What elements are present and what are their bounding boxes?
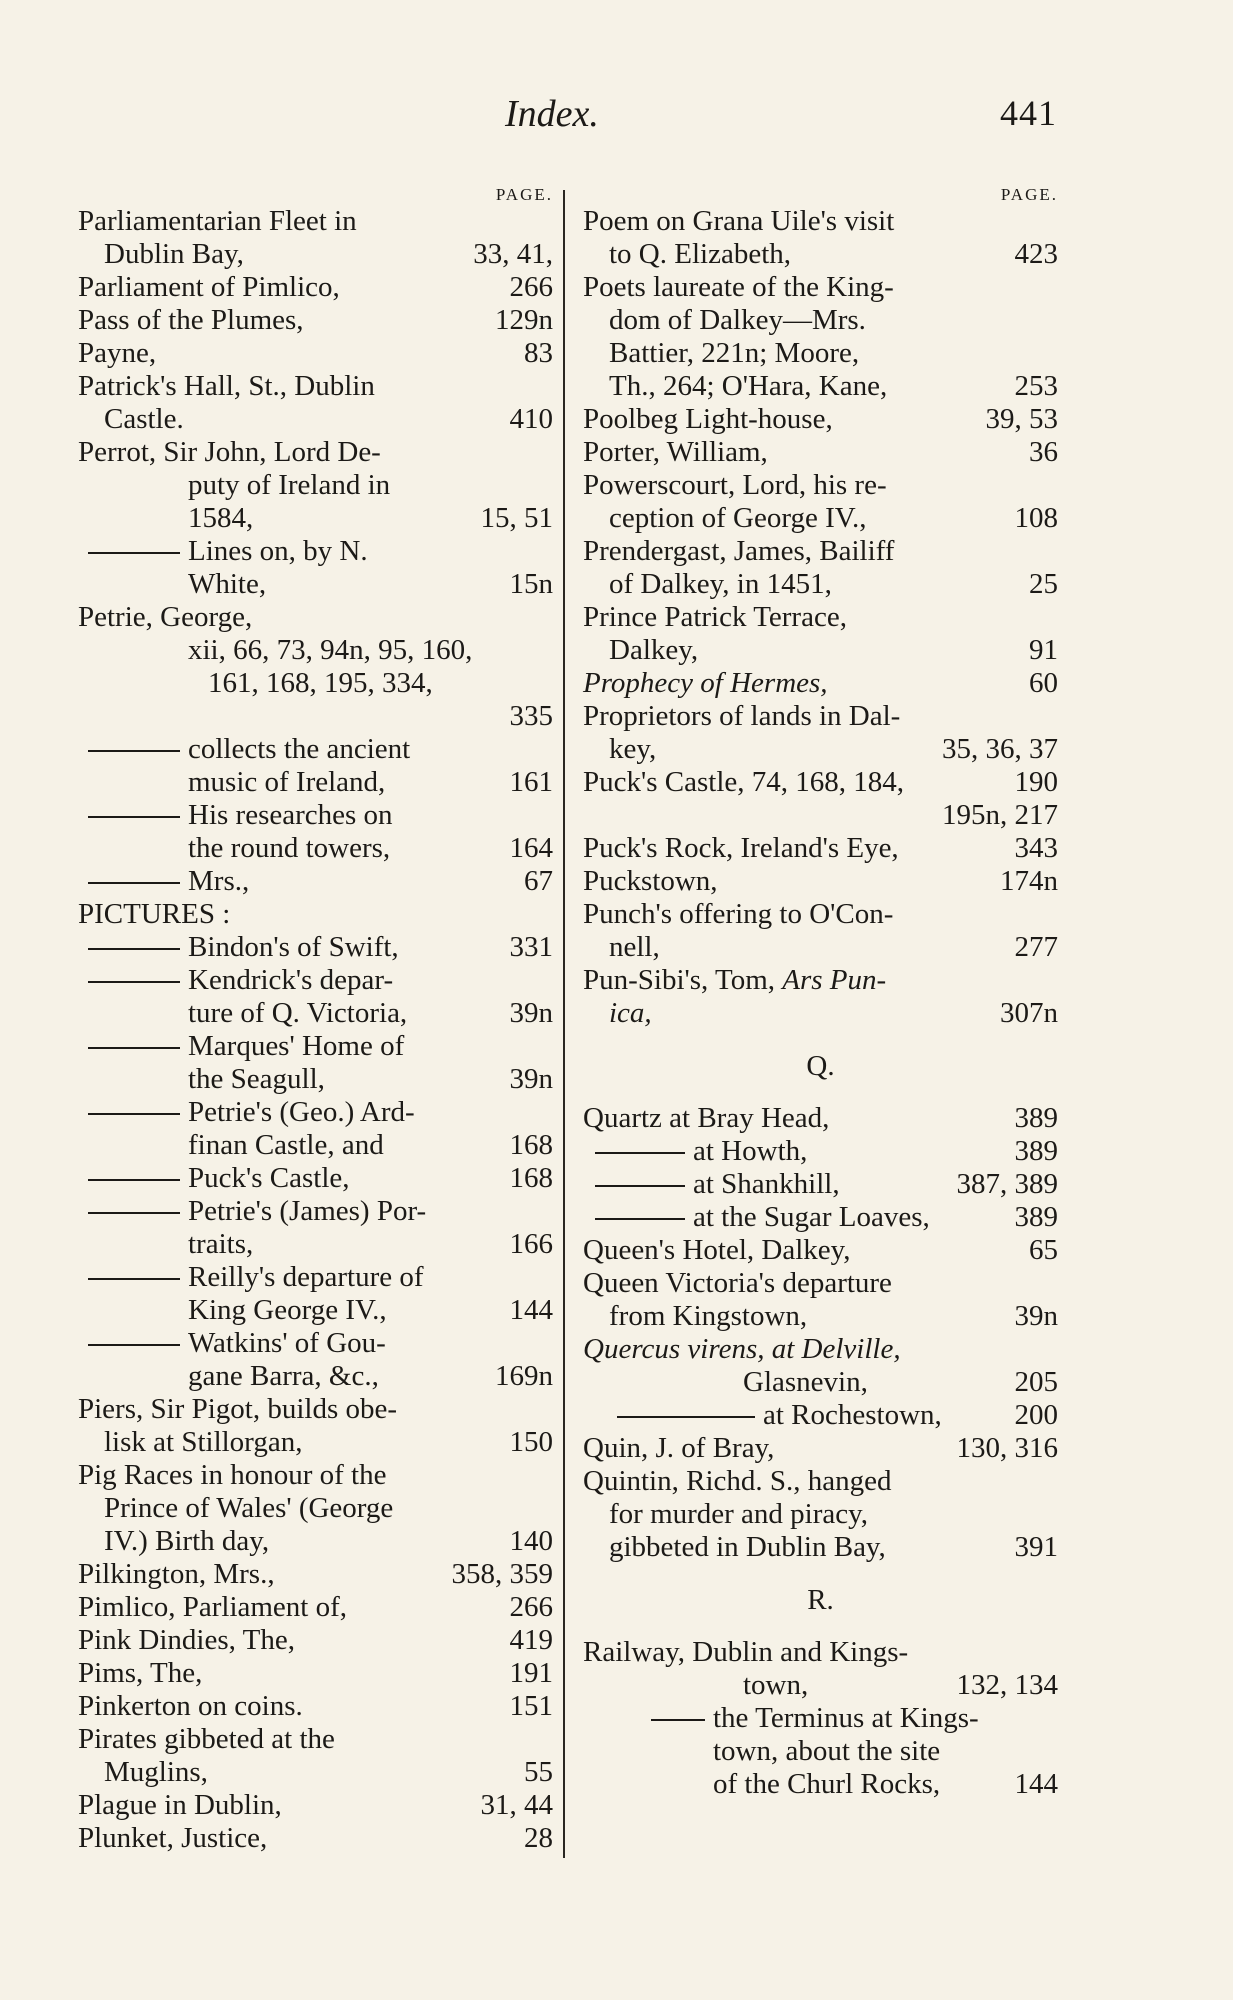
page-reference: 358, 359 [451,1558,553,1590]
index-entry [78,304,553,337]
entry-text: Queen Victoria's departure [583,1267,892,1299]
page-reference: 391 [1014,1531,1058,1563]
page-reference: 150 [509,1426,553,1458]
index-entry [78,1591,553,1624]
index-entry [583,1768,1058,1801]
page-reference: 15n [509,568,553,600]
index-entry [583,1234,1058,1267]
index-entry [583,1267,1058,1300]
page-reference: 15, 51 [480,502,553,534]
index-column-left [78,185,553,1855]
entry-text: Powerscourt, Lord, his re- [583,469,887,501]
index-entry [583,766,1058,799]
index-entry [583,1432,1058,1465]
index-entry [583,733,1058,766]
index-entry [78,238,553,271]
index-entry [583,898,1058,931]
entry-text: gane Barra, &c., [188,1360,379,1392]
index-entry [78,1063,553,1096]
index-entry [583,436,1058,469]
index-entry [78,1129,553,1162]
entry-text: to Q. Elizabeth, [609,238,792,270]
index-entry [583,964,1058,997]
ditto-dash [595,1185,685,1187]
index-entry [78,1426,553,1459]
index-entry [78,601,553,634]
entry-text: Pims, The, [78,1657,203,1689]
entry-text: Quintin, Richd. S., hanged [583,1465,892,1497]
entry-text: nell, [609,931,660,963]
index-entry [583,568,1058,601]
entry-text: Glasnevin, [743,1366,868,1398]
index-entry [78,964,553,997]
index-entry [583,1366,1058,1399]
entry-text: Lines on, by N. [188,535,368,567]
entry-text: at Howth, [693,1135,808,1167]
ditto-dash [88,948,180,950]
index-entry [583,865,1058,898]
entry-text: dom of Dalkey—Mrs. [609,304,866,336]
entry-text: Punch's offering to O'Con- [583,898,894,930]
page-reference: 55 [524,1756,553,1788]
index-entry [78,1822,553,1855]
page-reference: 144 [1014,1768,1058,1800]
ditto-dash [88,981,180,983]
entry-text: Th., 264; O'Hara, Kane, [609,370,888,402]
entry-text: at Shankhill, [693,1168,840,1200]
entry-text: Kendrick's depar- [188,964,394,996]
page-reference: 83 [524,337,553,369]
page-reference: 28 [524,1822,553,1854]
page-column-label: PAGE. [1000,185,1058,204]
entry-text: Poem on Grana Uile's visit [583,205,895,237]
running-header [0,92,1233,142]
index-entry [583,931,1058,964]
index-entry [78,733,553,766]
index-entry [78,1327,553,1360]
index-entry [583,1465,1058,1498]
page-reference: 39n [1014,1300,1058,1332]
ditto-dash [595,1152,685,1154]
page-reference: 25 [1029,568,1058,600]
page-reference: 39n [509,997,553,1029]
index-entry [583,832,1058,865]
entry-text: His researches on [188,799,393,831]
index-entry [78,1228,553,1261]
entry-text: Quartz at Bray Head, [583,1102,830,1134]
index-entry [78,865,553,898]
page-reference: 161 [509,766,553,798]
page-reference: 266 [509,1591,553,1623]
entry-text: Dublin Bay, [104,238,244,270]
ditto-dash [88,1179,180,1181]
index-entry [583,403,1058,436]
index-entry [583,1702,1058,1735]
page-reference: 91 [1029,634,1058,666]
index-entry [583,205,1058,238]
page-reference: 140 [509,1525,553,1557]
page-reference: 33, 41, [473,238,553,270]
index-entry [78,370,553,403]
entry-text: Pilkington, Mrs., [78,1558,275,1590]
ditto-dash [617,1416,755,1418]
index-entry [583,997,1058,1030]
index-entry [78,271,553,304]
page-reference: 132, 134 [956,1669,1058,1701]
index-entry [583,667,1058,700]
entry-text: music of Ireland, [188,766,386,798]
entry-text: collects the ancient [188,733,411,765]
entry-text: Poolbeg Light-house, [583,403,833,435]
index-entry [78,1459,553,1492]
page-reference: 410 [509,403,553,435]
index-entry [78,766,553,799]
index-entry [583,1135,1058,1168]
index-entry [583,1531,1058,1564]
entry-text: Puckstown, [583,865,718,897]
entry-text: 161, 168, 195, 334, [208,667,433,699]
entry-text: Payne, [78,337,157,369]
entry-text: Puck's Castle, 74, 168, 184, [583,766,904,798]
index-entry [78,403,553,436]
entry-text: Quercus virens, at Delville, [583,1333,901,1365]
page-reference: 200 [1014,1399,1058,1431]
entry-text: Plunket, Justice, [78,1822,268,1854]
page-reference: 389 [1014,1201,1058,1233]
index-entry [78,1789,553,1822]
entry-text: ica, [609,997,652,1029]
page-reference: 266 [509,271,553,303]
index-entry [583,370,1058,403]
entry-text: Puck's Rock, Ireland's Eye, [583,832,899,864]
ditto-dash [88,1344,180,1346]
page-reference: 191 [509,1657,553,1689]
page-reference: 168 [509,1129,553,1161]
ditto-dash [88,1212,180,1214]
ditto-dash [88,1113,180,1115]
entry-text: Pirates gibbeted at the [78,1723,335,1755]
entry-text: Mrs., [188,865,250,897]
index-entry [583,799,1058,832]
entry-text: Railway, Dublin and Kings- [583,1636,909,1668]
index-entry [78,502,553,535]
index-entry [583,535,1058,568]
page-number: 441 [1000,93,1057,133]
entry-text: Pun-Sibi's, Tom, Ars Pun- [583,964,887,996]
entry-text: Prophecy of Hermes, [583,667,828,699]
index-entry [583,469,1058,502]
entry-text: puty of Ireland in [188,469,391,501]
page-reference: 389 [1014,1102,1058,1134]
entry-text: the Seagull, [188,1063,325,1095]
index-entry [78,436,553,469]
entry-text: Parliamentarian Fleet in [78,205,357,237]
ditto-dash [88,816,180,818]
page-reference: 253 [1014,370,1058,402]
page-reference: 423 [1014,238,1058,270]
index-entry [583,337,1058,370]
index-entry [78,1294,553,1327]
entry-text: Pass of the Plumes, [78,304,304,336]
entry-text: Prince Patrick Terrace, [583,601,847,633]
entry-text: the Terminus at Kings- [713,1702,979,1734]
index-entry [583,502,1058,535]
entry-text: 1584, [188,502,254,534]
ditto-dash [88,1278,180,1280]
index-entry [583,271,1058,304]
entry-text: Marques' Home of [188,1030,405,1062]
index-entry [583,1636,1058,1669]
index-entry [78,1162,553,1195]
page-reference: 387, 389 [956,1168,1058,1200]
page-reference: 164 [509,832,553,864]
page-reference: 36 [1029,436,1058,468]
page-reference: 190 [1014,766,1058,798]
index-entry [583,1168,1058,1201]
entry-text: ception of George IV., [609,502,867,534]
index-entry [78,1195,553,1228]
entry-text: of Dalkey, in 1451, [609,568,832,600]
index-entry [583,1201,1058,1234]
entry-text: Proprietors of lands in Dal- [583,700,901,732]
entry-text: of the Churl Rocks, [713,1768,941,1800]
entry-text: key, [609,733,657,765]
index-entry [78,1393,553,1426]
page-reference: 195n, 217 [942,799,1058,831]
index-entry [583,304,1058,337]
entry-text-continued: at Delville, [771,1333,901,1365]
entry-text: the round towers, [188,832,391,864]
index-entry [583,700,1058,733]
index-entry [78,1723,553,1756]
page-reference: 65 [1029,1234,1058,1266]
index-entry [78,337,553,370]
entry-text: xii, 66, 73, 94n, 95, 160, [188,634,473,666]
ditto-dash [651,1719,705,1721]
entry-text: Pink Dindies, The, [78,1624,295,1656]
entry-text: lisk at Stillorgan, [104,1426,303,1458]
entry-text: for murder and piracy, [609,1498,869,1530]
entry-text: Pinkerton on coins. [78,1690,303,1722]
entry-text: Dalkey, [609,634,699,666]
index-entry [78,1657,553,1690]
index-entry [78,700,553,733]
index-entry [583,238,1058,271]
page-reference: 31, 44 [480,1789,553,1821]
index-entry [78,799,553,832]
entry-text: Plague in Dublin, [78,1789,282,1821]
index-entry [78,1525,553,1558]
entry-text: Porter, William, [583,436,768,468]
page-title: Index. [505,93,599,135]
index-entry [78,898,553,931]
index-entry [583,601,1058,634]
index-entry [583,1102,1058,1135]
index-entry [78,931,553,964]
entry-text: PICTURES : [78,898,231,930]
page-reference: 335 [509,700,553,732]
entry-text: gibbeted in Dublin Bay, [609,1531,886,1563]
entry-text: at the Sugar Loaves, [693,1201,930,1233]
entry-text: Quin, J. of Bray, [583,1432,775,1464]
page-reference: 205 [1014,1366,1058,1398]
entry-text: Muglins, [104,1756,208,1788]
page-reference: 151 [509,1690,553,1722]
page-reference: 60 [1029,667,1058,699]
entry-text: Watkins' of Gou- [188,1327,386,1359]
page-reference: 130, 316 [956,1432,1058,1464]
index-entry [583,1735,1058,1768]
page-reference: 35, 36, 37 [942,733,1058,765]
index-entry [78,1690,553,1723]
entry-text: Puck's Castle, [188,1162,350,1194]
page-reference: 39n [509,1063,553,1095]
index-entry [78,832,553,865]
entry-text: Bindon's of Swift, [188,931,399,963]
index-column-right [583,185,1058,1801]
index-entry [78,1360,553,1393]
entry-text: Parliament of Pimlico, [78,271,340,303]
entry-text: town, [743,1669,809,1701]
index-entry [583,1300,1058,1333]
entry-text: traits, [188,1228,254,1260]
entry-text: Petrie's (Geo.) Ard- [188,1096,415,1128]
entry-text: Perrot, Sir John, Lord De- [78,436,381,468]
index-entry [78,205,553,238]
entry-text: Poets laureate of the King- [583,271,894,303]
entry-text: ture of Q. Victoria, [188,997,408,1029]
page-reference: 108 [1014,502,1058,534]
entry-text: at Rochestown, [763,1399,942,1431]
entry-text: Castle. [104,403,184,435]
page-reference: 67 [524,865,553,897]
entry-text: Prince of Wales' (George [104,1492,394,1524]
index-entry [583,1498,1058,1531]
ditto-dash [88,750,180,752]
index-entry [78,1558,553,1591]
entry-text: Prendergast, James, Bailiff [583,535,895,567]
index-entry [583,634,1058,667]
page-reference: 277 [1014,931,1058,963]
page-reference: 389 [1014,1135,1058,1167]
page-reference: 307n [1000,997,1058,1029]
entry-text: Patrick's Hall, St., Dublin [78,370,375,402]
entry-text: Reilly's departure of [188,1261,424,1293]
page-reference: 144 [509,1294,553,1326]
column-divider [563,190,565,1858]
ditto-dash [88,1047,180,1049]
entry-text: finan Castle, and [188,1129,384,1161]
index-entry [78,1030,553,1063]
ditto-dash [595,1218,685,1220]
index-entry [78,997,553,1030]
entry-text: Pig Races in honour of the [78,1459,387,1491]
ditto-dash [88,882,180,884]
index-entry [78,1096,553,1129]
index-entry [583,1669,1058,1702]
entry-italic-text: Ars Pun- [782,964,887,996]
section-letter: Q. [806,1050,835,1082]
page-column-label: PAGE. [495,185,553,204]
entry-text: Pimlico, Parliament of, [78,1591,348,1623]
index-entry [583,1399,1058,1432]
page-reference: 169n [495,1360,553,1392]
entry-text: from Kingstown, [609,1300,808,1332]
index-entry [78,469,553,502]
index-entry [78,1756,553,1789]
entry-text: Petrie, George, [78,601,253,633]
page-reference: 331 [509,931,553,963]
entry-text: Petrie's (James) Por- [188,1195,427,1227]
page-reference: 168 [509,1162,553,1194]
index-entry [78,535,553,568]
index-entry [78,667,553,700]
page-reference: 39, 53 [985,403,1058,435]
section-letter: R. [807,1584,834,1616]
entry-text: Queen's Hotel, Dalkey, [583,1234,851,1266]
page-reference: 129n [495,304,553,336]
index-entry [583,1333,1058,1366]
entry-text: town, about the site [713,1735,941,1767]
index-entry [78,634,553,667]
page-reference: 343 [1014,832,1058,864]
index-entry [78,568,553,601]
entry-text: Battier, 221n; Moore, [609,337,860,369]
page-reference: 174n [1000,865,1058,897]
ditto-dash [88,552,180,554]
index-entry [78,1492,553,1525]
index-entry [78,1261,553,1294]
entry-text: Piers, Sir Pigot, builds obe- [78,1393,398,1425]
entry-text: King George IV., [188,1294,387,1326]
entry-text: White, [188,568,267,600]
entry-text: IV.) Birth day, [104,1525,270,1557]
index-entry [78,1624,553,1657]
page-reference: 419 [509,1624,553,1656]
page-reference: 166 [509,1228,553,1260]
